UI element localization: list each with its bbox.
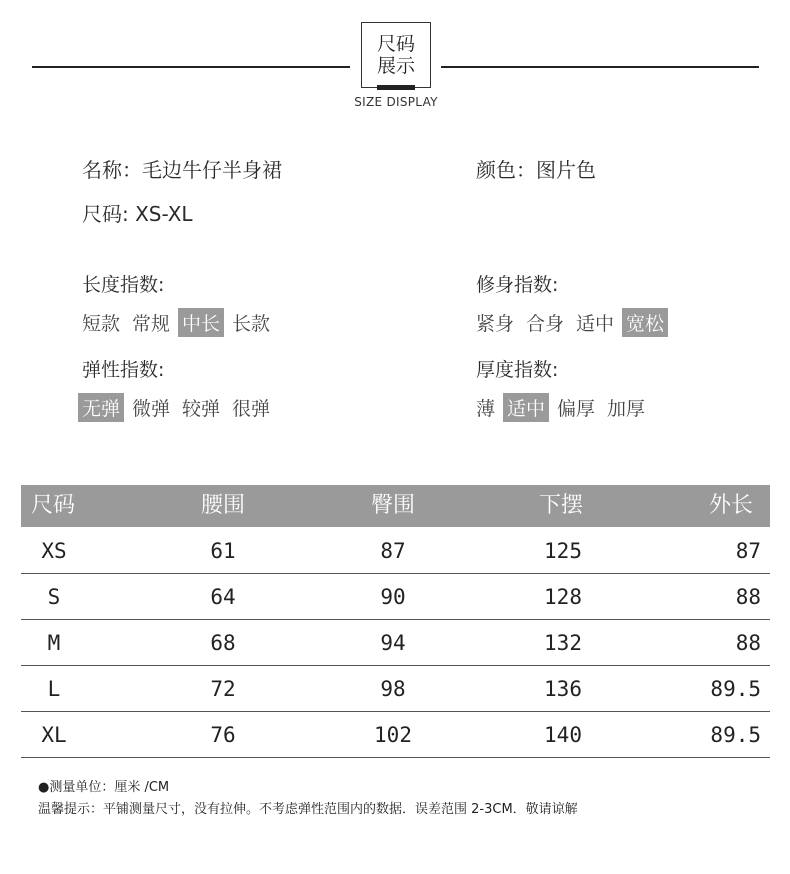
measurement-tip-note: 温馨提示：平铺测量尺寸，没有拉伸。不考虑弹性范围内的数据．误差范围 2-3CM．敬请谅解 <box>38 802 578 817</box>
thickness-index-label: 厚度指数: <box>476 359 559 381</box>
cell-hip: 94 <box>380 631 406 655</box>
index-option: 合身 <box>526 313 565 335</box>
index-option: 微弹 <box>132 398 171 420</box>
product-color: 颜色：图片色 <box>476 158 596 182</box>
elasticity-index-options <box>78 393 278 422</box>
cell-hip: 90 <box>380 585 406 609</box>
thickness-index-options <box>472 393 653 422</box>
cell-waist: 72 <box>210 677 236 701</box>
fit-index-options <box>472 308 672 337</box>
cell-size: S <box>47 585 61 609</box>
cell-hem: 132 <box>544 631 582 655</box>
index-option: 常规 <box>132 313 171 335</box>
elasticity-index-label: 弹性指数: <box>82 359 165 381</box>
header-hem: 下摆 <box>539 493 584 518</box>
header-size: 尺码 <box>31 493 76 518</box>
cell-length: 88 <box>735 585 761 609</box>
header-waist: 腰围 <box>201 493 246 518</box>
index-option: 长款 <box>232 313 271 335</box>
length-index-options <box>78 308 278 337</box>
index-option: 偏厚 <box>557 398 596 420</box>
cell-hem: 128 <box>544 585 582 609</box>
index-option-selected: 适中 <box>503 393 549 422</box>
title-line-2: 展示 <box>376 55 415 77</box>
index-option-selected: 宽松 <box>622 308 668 337</box>
header-hip: 臀围 <box>371 493 416 518</box>
index-option: 短款 <box>82 313 121 335</box>
index-option: 适中 <box>576 313 615 335</box>
measurement-unit-note: ●测量单位：厘米 /CM <box>38 780 170 795</box>
title-underline <box>377 85 415 90</box>
cell-waist: 61 <box>210 539 236 563</box>
cell-length: 89.5 <box>710 677 761 701</box>
title-line-1: 尺码 <box>376 33 415 55</box>
cell-size: L <box>47 677 61 701</box>
index-option: 较弹 <box>182 398 221 420</box>
cell-length: 89.5 <box>710 723 761 747</box>
index-option-selected: 中长 <box>178 308 224 337</box>
cell-size: XL <box>41 723 67 747</box>
index-option: 很弹 <box>232 398 271 420</box>
cell-hip: 98 <box>380 677 406 701</box>
cell-length: 88 <box>735 631 761 655</box>
size-table-header <box>21 485 770 527</box>
table-row <box>21 712 770 758</box>
length-index-label: 长度指数: <box>82 274 165 296</box>
index-option-selected: 无弹 <box>78 393 124 422</box>
cell-hip: 102 <box>374 723 412 747</box>
cell-hem: 125 <box>544 539 582 563</box>
product-size-range: 尺码: XS-XL <box>82 202 193 226</box>
cell-hem: 136 <box>544 677 582 701</box>
fit-index-label: 修身指数: <box>476 274 559 296</box>
cell-waist: 76 <box>210 723 236 747</box>
cell-waist: 68 <box>210 631 236 655</box>
index-option: 加厚 <box>607 398 646 420</box>
table-row <box>21 620 770 666</box>
cell-hem: 140 <box>544 723 582 747</box>
cell-length: 87 <box>735 539 761 563</box>
index-option: 薄 <box>476 398 496 420</box>
table-row <box>21 574 770 620</box>
index-option: 紧身 <box>476 313 515 335</box>
cell-size: M <box>47 631 61 655</box>
table-row <box>21 528 770 574</box>
table-row <box>21 666 770 712</box>
header-rule-left <box>32 66 350 68</box>
title-box <box>361 22 431 88</box>
cell-size: XS <box>41 539 67 563</box>
header-length: 外长 <box>709 493 754 518</box>
product-name: 名称：毛边牛仔半身裙 <box>82 158 282 182</box>
header-rule-right <box>441 66 759 68</box>
cell-hip: 87 <box>380 539 406 563</box>
subtitle: SIZE DISPLAY <box>354 95 438 109</box>
cell-waist: 64 <box>210 585 236 609</box>
